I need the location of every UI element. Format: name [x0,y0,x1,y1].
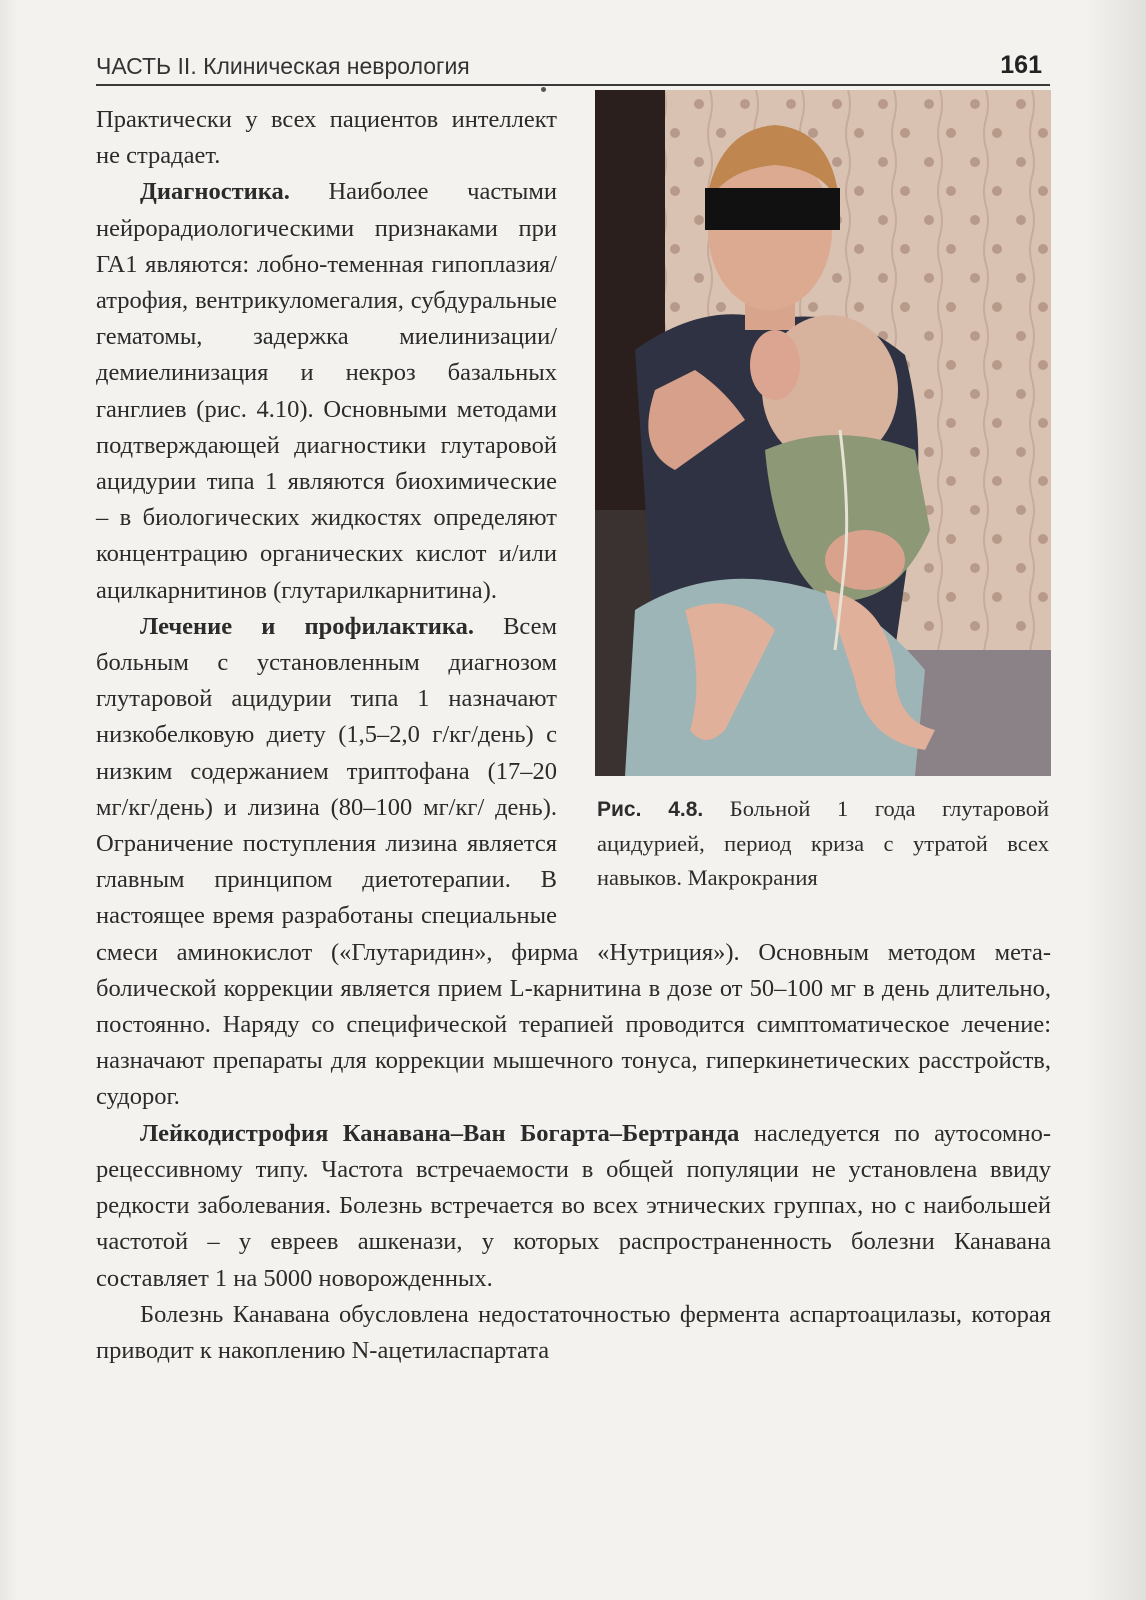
figure-photo [595,90,1051,776]
page-left-shadow [0,0,18,1600]
paragraph-1: Практически у всех пациентов интеллект не страдает. [96,106,557,170]
body-text [96,102,1051,1369]
caption-label: Рис. 4.8. [597,798,704,821]
running-header-title: ЧАСТЬ II. Клиническая неврология [96,53,470,79]
photo-illustration [595,90,1051,776]
paragraph-canavan-text: наследуется по аутосомно-рецессивному типу. Частота встречаемости в общей популяции не установлена ввиду редкости заболевания. Болезнь встречается во всех этнических группах, но с наибольшей частотой – у евреев ашкенази, у которых распространенность болезни Канавана составляет 1 на 5000 новорожденных. [96,1119,1051,1292]
figure-4-8 [595,102,1051,908]
figure-caption [597,792,1049,895]
print-dot [541,87,546,92]
heading-canavan: Лейкодистрофия Канавана–Ван Богарта–Бертранда [140,1119,740,1147]
caption-text: Больной 1 года глутаровой ацидурией, период криза с утратой всех навыков. Макрокрания [597,796,1049,890]
heading-treatment: Лечение и профилактика. [140,612,474,640]
heading-diagnostics: Диагностика. [140,178,290,206]
paragraph-canavan [96,1116,1051,1297]
page-number: 161 [1000,51,1042,79]
page-right-shadow [1086,0,1146,1600]
paragraph-canavan-cause: Болезнь Канавана обусловлена недостаточностью фермента аспартоацилазы, которая приводит к накоплению N-ацетиласпартата [96,1300,1051,1364]
paragraph-diagnostics-text: Наиболее частыми нейрорадиологическими признаками при ГА1 являются: лобно-теменная гипоплазия/ атрофия, вентрикуломегалия, субдуральные гематомы, задержка миелинизации/демиелинизация и некроз базальных ганглиев (рис. 4.10). Основными методами подтверждающей диагностики глутаровой ацидурии типа 1 являются биохимические – в биологических жидкостях определяют концентрацию органических кислот и/или ацилкарнитинов (глутарилкарнитина). [96,178,557,604]
running-header [96,48,1050,86]
paragraph-treatment-text: Всем больным с установленным диагнозом глутаровой ацидурии типа 1 назначают низкобелковую диету (1,5–2,0 г/кг/день) с низким содержанием триптофана (17–20 мг/кг/день) и лизина (80–100 мг/кг/ день). Ограничение поступления лизина является главным принципом диетотерапии. В настоящее время разработаны специальные смеси аминокислот («Глутаридин», фирма «Нутриция»). Основным методом метаболической коррекции является прием L-карнитина в дозе от 50–100 мг в день длительно, постоянно. Наряду со специфической терапией проводится симптоматическое лечение: назначают препараты для коррекции мышечного тонуса, гиперкинетических расстройств, судорог. [96,612,1051,1111]
